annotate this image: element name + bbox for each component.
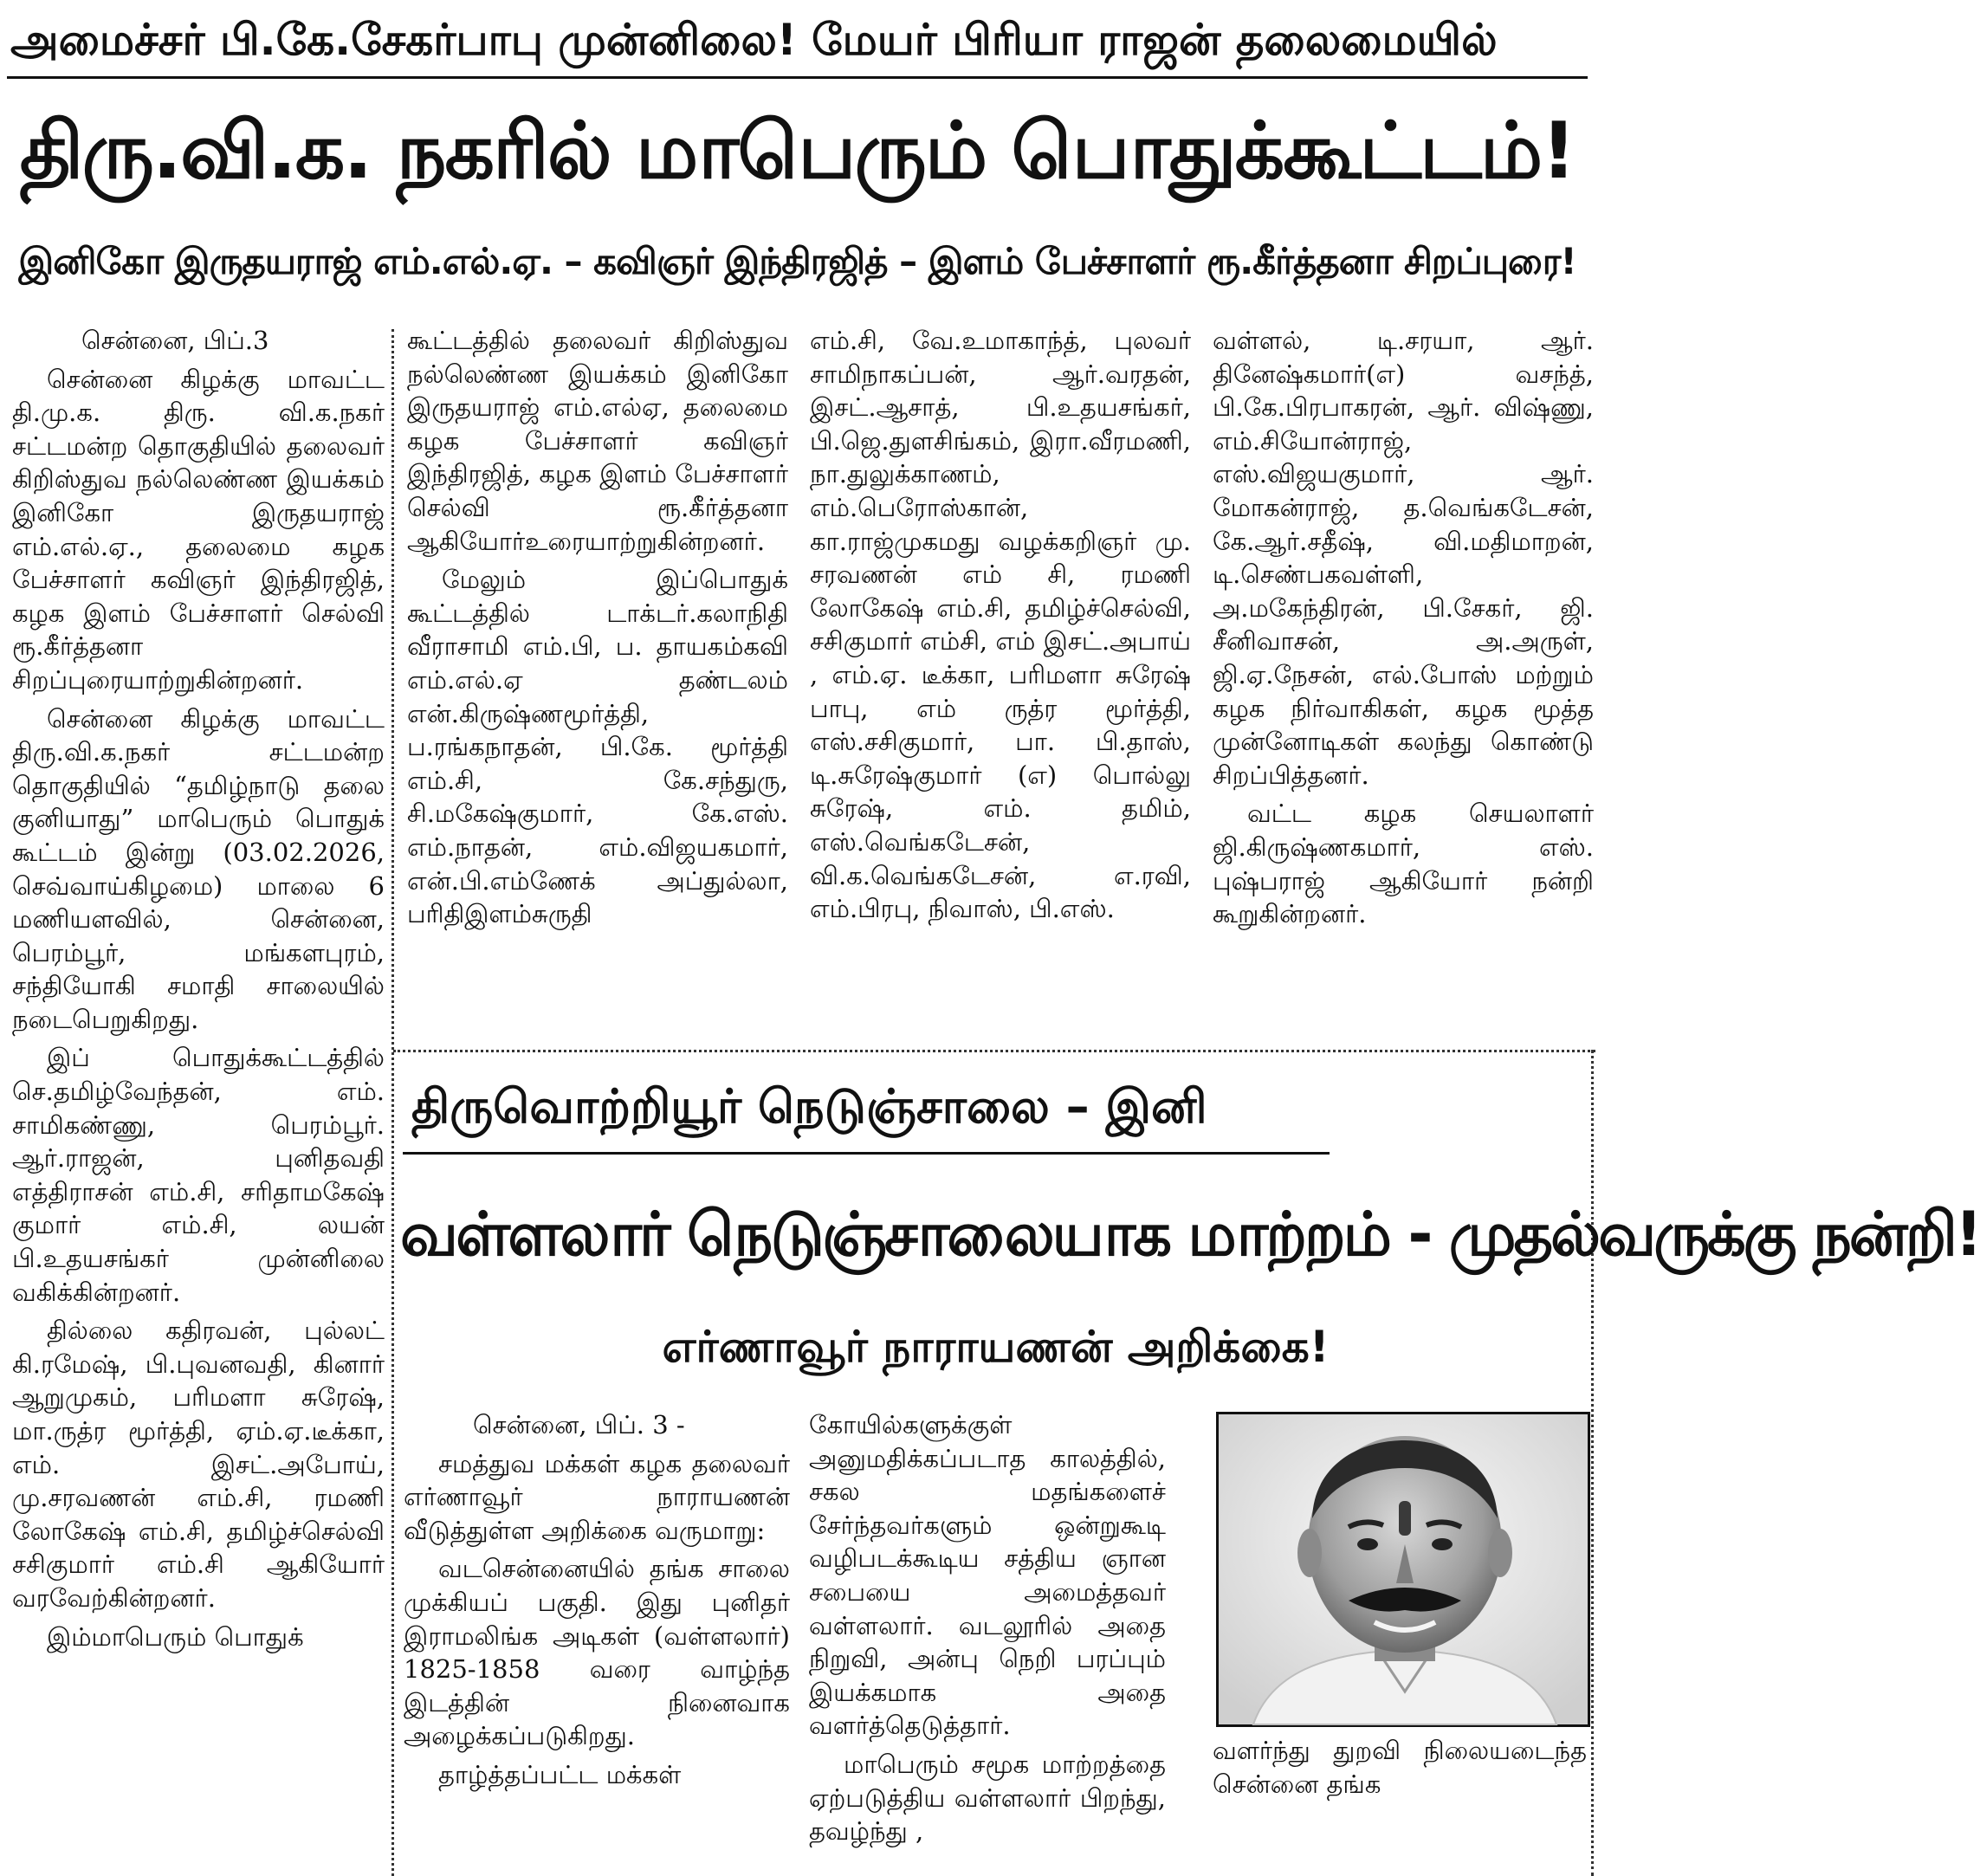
story2-kicker: திருவொற்றியூர் நெடுஞ்சாலை – இனி <box>411 1079 1207 1134</box>
story2-kicker-underline <box>403 1152 1330 1155</box>
story2-column-2 <box>809 1408 1166 1876</box>
dateline: சென்னை, பிப். 3 - <box>473 1410 685 1439</box>
paragraph: மேலும் இப்பொதுக் கூட்டத்தில் டாக்டர்.கலாநிதி வீராசாமி எம்.பி, ப. தாயகம்கவி எம்.எல்.ஏ தண்டலம் என்.கிருஷ்ணமூர்த்தி, ப.ரங்கநாதன், பி.கே. மூர்த்தி எம்.சி, கே.சந்துரு, சி.மகேஷ்குமார், கே.எஸ். எம்.நாதன், எம்.விஜயகமார், என்.பி.எம்ணேக் அப்துல்லா, பரிதிஇளம்சுருதி <box>407 565 788 929</box>
column-divider <box>391 329 394 1876</box>
paragraph: வடசென்னையில் தங்க சாலை முக்கியப் பகுதி. இது புனிதர் இராமலிங்க அடிகள் (வள்ளலார்) 1825-1858 வரை வாழ்ந்த இடத்தின் நினைவாக அழைக்கப்படுகிறது. <box>404 1554 790 1751</box>
story2-column-3 <box>1213 1734 1587 1876</box>
story1-column-2 <box>407 324 788 1017</box>
paragraph: சமத்துவ மக்கள் கழக தலைவர் எர்ணாவூர் நாராயணன் வீடுத்துள்ள அறிக்கை வருமாறு: <box>404 1448 790 1545</box>
paragraph: வட்ட கழக செயலாளர் ஜி.கிருஷ்ணகமார், எஸ். புஷ்பராஜ் ஆகியோர் நன்றி கூறுகின்றனர். <box>1213 799 1594 929</box>
story2-column-1 <box>404 1408 790 1876</box>
portrait-illustration <box>1219 1414 1588 1724</box>
story1-kicker: அமைச்சர் பி.கே.சேகர்பாபு முன்னிலை! மேயர் பிரியா ராஜன் தலைமையில் <box>10 15 1498 65</box>
paragraph: தாழ்த்தப்பட்ட மக்கள் <box>438 1759 682 1789</box>
story2-subhead: எர்ணாவூர் நாராயணன் அறிக்கை! <box>662 1322 1330 1372</box>
story2-right-border <box>1591 1050 1594 1876</box>
paragraph: சென்னை கிழக்கு மாவட்ட திரு.வி.க.நகர் சட்டமன்ற தொகுதியில் “தமிழ்நாடு தலை குனியாது” மாபெரும் பொதுக் கூட்டம் இன்று (03.02.2026, செவ்வாய்கிழமை) மாலை 6 மணியளவில், சென்னை, பெரம்பூர், மங்களபுரம், சந்தியோகி சமாதி சாலையில் நடைபெறுகிறது. <box>12 703 385 1034</box>
kicker-underline <box>7 76 1588 79</box>
story1-headline: திரு.வி.க. நகரில் மாபெரும் பொதுக்கூட்டம்! <box>19 106 1576 197</box>
story1-column-4 <box>1213 324 1594 1017</box>
portrait-photo <box>1216 1412 1590 1727</box>
story1-column-3 <box>810 324 1191 1017</box>
paragraph: சென்னை கிழக்கு மாவட்ட தி.மு.க. திரு. வி.க.நகர் சட்டமன்ற தொகுதியில் தலைவர் கிறிஸ்துவ நல்லெண்ண இயக்கம் இனிகோ இருதயராஜ் எம்.எல்.ஏ., தலைமை கழக பேச்சாளர் கவிஞர் இந்திரஜித், கழக இளம் பேச்சாளர் செல்வி ரூ.கீர்த்தனா சிறப்புரையாற்றுகின்றனர். <box>12 364 385 695</box>
paragraph: கோயில்களுக்குள் அனுமதிக்கப்படாத காலத்தில், சகல மதங்களைச் சேர்ந்தவர்களும் ஒன்றுகூடி வழிபடக்கூடிய சத்திய ஞான சபையை அமைத்தவர் வள்ளலார். வடலூரில் அதை நிறுவி, அன்பு நெறி பரப்பும் இயக்கமாக அதை வளர்த்தெடுத்தார். <box>809 1410 1166 1741</box>
story2-top-border <box>393 1050 1595 1052</box>
paragraph: இப் பொதுக்கூட்டத்தில் செ.தமிழ்வேந்தன், எம். சாமிகண்ணு, பெரம்பூர். ஆர்.ராஜன், புனிதவதி எத்திராசன் எம்.சி, சரிதாமகேஷ் குமார் எம்.சி, லயன் பி.உதயசங்கர் முன்னிலை வகிக்கின்றனர். <box>12 1043 385 1307</box>
paragraph: வளர்ந்து துறவி நிலையடைந்த சென்னை தங்க <box>1213 1736 1587 1799</box>
paragraph: எம்.சி, வே.உமாகாந்த், புலவர் சாமிநாகப்பன், ஆர்.வரதன், இசட்.ஆசாத், பி.உதயசங்கர், பி.ஜெ.துளசிங்கம், இரா.வீரமணி, நா.துலுக்காணம், எம்.பெரோஸ்கான், கா.ராஜ்முகமது வழக்கறிஞர் மு. சரவணன் எம் சி, ரமணி லோகேஷ் எம்.சி, தமிழ்ச்செல்வி, சசிகுமார் எம்சி, எம் இசட்.அபாய் , எம்.ஏ. டீக்கா, பரிமளா சுரேஷ் பாபு, எம் ருத்ர மூர்த்தி, எஸ்.சசிகுமார், பா. பி.தாஸ், டி.சுரேஷ்குமார் (எ) பொல்லு சுரேஷ், எம். தமிம், எஸ்.வெங்கடேசன், வி.க.வெங்கடேசன், எ.ரவி, எம்.பிரபு, நிவாஸ், பி.எஸ். <box>810 326 1191 924</box>
paragraph: தில்லை கதிரவன், புல்லட் கி.ரமேஷ், பி.புவனவதி, கினார் ஆறுமுகம், பரிமளா சுரேஷ், மா.ருத்ர மூர்த்தி, ஏம்.ஏ.டீக்கா, எம். இசட்.அபோய், மு.சரவணன் எம்.சி, ரமணி லோகேஷ் எம்.சி, தமிழ்ச்செல்வி சசிகுமார் எம்.சி ஆகியோர் வரவேற்கின்றனர். <box>12 1316 385 1613</box>
paragraph: கூட்டத்தில் தலைவர் கிறிஸ்துவ நல்லெண்ண இயக்கம் இனிகோ இருதயராஜ் எம்.எல்ஏ, தலைமை கழக பேச்சாளர் கவிஞர் இந்திரஜித், கழக இளம் பேச்சாளர் செல்வி ரூ.கீர்த்தனா ஆகியோர்உரையாற்றுகின்றனர். <box>407 326 788 556</box>
paragraph: வள்ளல், டி.சரயா, ஆர். தினேஷ்கமார்(எ) வசந்த், பி.கே.பிரபாகரன், ஆர். விஷ்ணு, எம்.சியோன்ராஜ், எஸ்.விஜயகுமார், ஆர். மோகன்ராஜ், த.வெங்கடேசன், கே.ஆர்.சதீஷ், வி.மதிமாறன், டி.செண்பகவள்ளி, அ.மகேந்திரன், பி.சேகர், ஜி. சீனிவாசன், அ.அருள், ஜி.ஏ.நேசன், எல்.போஸ் மற்றும் கழக நிர்வாகிகள், கழக மூத்த முன்னோடிகள் கலந்து கொண்டு சிறப்பித்தனர். <box>1213 326 1594 790</box>
story2-headline: வள்ளலார் நெடுஞ்சாலையாக மாற்றம் - முதல்வருக்கு நன்றி! <box>400 1199 1980 1270</box>
story1-subhead: இனிகோ இருதயராஜ் எம்.எல்.ஏ. – கவிஞர் இந்திரஜித் – இளம் பேச்சாளர் ரூ.கீர்த்தனா சிறப்புரை! <box>18 240 1576 282</box>
paragraph: இம்மாபெரும் பொதுக் <box>47 1621 304 1652</box>
story1-column-1 <box>12 324 385 1876</box>
dateline: சென்னை, பிப்.3 <box>81 326 269 355</box>
paragraph: மாபெரும் சமூக மாற்றத்தை ஏற்படுத்திய வள்ளலார் பிறந்து, தவழ்ந்து , <box>809 1749 1166 1847</box>
